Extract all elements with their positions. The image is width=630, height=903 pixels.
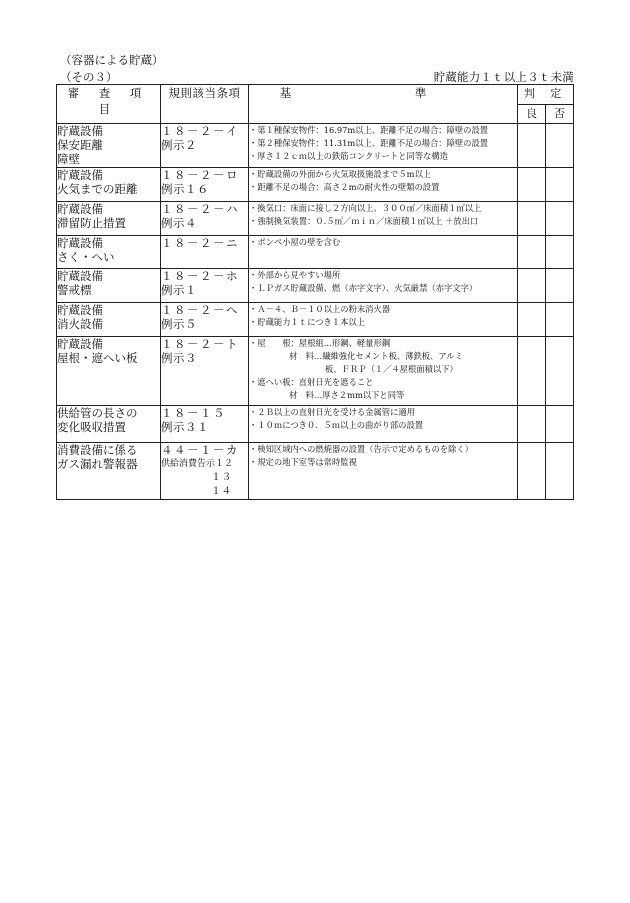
rule-cell: １８－２－ニ [161, 236, 249, 269]
basis-cell: ・ボンベ小屋の壁を含む [249, 236, 518, 269]
table-row [57, 443, 574, 500]
basis-cell: ・２Ｂ以上の直射日光を受ける金属管に適用 ・１０ｍにつき０．５ｍ以上の曲がり部の設置 [249, 406, 518, 443]
judge-ok-cell[interactable] [518, 337, 546, 406]
judge-ng-cell[interactable] [546, 202, 574, 236]
table-row [57, 202, 574, 236]
judge-ng-cell[interactable] [546, 303, 574, 337]
table-row [57, 269, 574, 303]
item-cell: 貯蔵設備 警戒標 [57, 269, 161, 303]
item-cell: 貯蔵設備 保安距離 障壁 [57, 124, 161, 168]
basis-cell: ・貯蔵設備の外面から火気取扱施設まで５m以上 ・距離不足の場合：高さ２mの耐火性の壁類の設置 [249, 168, 518, 202]
rule-cell: １８－２－ヘ 例示５ [161, 303, 249, 337]
basis-cell: ・外部から見やすい場所 ・ＬＰガス貯蔵設備、燃（赤字文字）、火気厳禁（赤字文字） [249, 269, 518, 303]
judge-ng-cell[interactable] [546, 337, 574, 406]
judge-ok-cell[interactable] [518, 124, 546, 168]
section-title: （容器による貯蔵） [60, 53, 164, 67]
header-item: 審 査 項 目 [57, 85, 161, 124]
section-subtitle: （その３） [60, 70, 118, 84]
judge-ok-cell[interactable] [518, 168, 546, 202]
item-cell: 貯蔵設備 屋根・遮へい板 [57, 337, 161, 406]
item-cell: 消費設備に係る ガス漏れ警報器 [57, 443, 161, 500]
rule-cell: １８－２－ト 例示３ [161, 337, 249, 406]
judge-ok-cell[interactable] [518, 443, 546, 500]
judge-ng-cell[interactable] [546, 124, 574, 168]
judge-ok-cell[interactable] [518, 202, 546, 236]
basis-cell: ・第１種保安物件：16.97m以上、距離不足の場合：障壁の設置 ・第２種保安物件：11.31m以上、距離不足の場合：障壁の設置 ・厚さ１２ｃｍ以上の鉄筋コンクリートと同等な構造 [249, 124, 518, 168]
basis-cell: ・換気口：床面に接し２方向以上、３００㎠／床面積１㎡以上 ・強制換気装置：０.５㎥／ｍｉｎ／床面積１㎡以上 ＋放出口 [249, 202, 518, 236]
judge-ok-cell[interactable] [518, 406, 546, 443]
item-cell: 供給管の長さの 変化吸収措置 [57, 406, 161, 443]
item-cell: 貯蔵設備 消火設備 [57, 303, 161, 337]
item-cell: 貯蔵設備 火気までの距離 [57, 168, 161, 202]
table-row [57, 337, 574, 406]
basis-cell: ・検知区域内への燃焼器の設置（告示で定めるものを除く） ・規定の地下室等は常時監視 [249, 443, 518, 500]
rule-cell: ４４－１－カ 供給消費告示１２ １３ １４ [161, 443, 249, 500]
header-rule: 規則該当条項 [161, 85, 249, 124]
table-row [57, 236, 574, 269]
rule-cell: １８－２－ハ 例示４ [161, 202, 249, 236]
basis-cell: ・屋 根：屋根組…形鋼、軽量形鋼 材 料…繊維強化セメント板、薄鉄板、アルミ 板、ＦＲＰ（１／４屋根面積以下） ・遮へい板：直射日光を遮ること 材 料…厚さ２mm以下と同等 [249, 337, 518, 406]
judge-ng-cell[interactable] [546, 443, 574, 500]
table-row [57, 303, 574, 337]
judge-ng-cell[interactable] [546, 168, 574, 202]
inspection-table [56, 84, 574, 500]
judge-ok-cell[interactable] [518, 236, 546, 269]
judge-ng-cell[interactable] [546, 406, 574, 443]
judge-ok-cell[interactable] [518, 303, 546, 337]
table-row [57, 168, 574, 202]
capacity-label: 貯蔵能力１ｔ以上３ｔ未満 [433, 70, 574, 84]
rule-cell: １８－２－ロ 例示１６ [161, 168, 249, 202]
rule-cell: １８－１５ 例示３１ [161, 406, 249, 443]
basis-cell: ・Ａ－４、Ｂ－１０以上の粉末消火器 ・貯蔵能力１ｔにつき１本以上 [249, 303, 518, 337]
judge-ng-cell[interactable] [546, 236, 574, 269]
header-ok: 良 [518, 104, 546, 124]
item-cell: 貯蔵設備 さく・へい [57, 236, 161, 269]
table-row [57, 124, 574, 168]
header-basis: 基 準 [249, 85, 518, 124]
rule-cell: １８－２－ホ 例示１ [161, 269, 249, 303]
judge-ng-cell[interactable] [546, 269, 574, 303]
item-cell: 貯蔵設備 滞留防止措置 [57, 202, 161, 236]
rule-cell: １８－２－イ 例示２ [161, 124, 249, 168]
judge-ok-cell[interactable] [518, 269, 546, 303]
header-judge: 判 定 [518, 85, 574, 105]
header-ng: 否 [546, 104, 574, 124]
table-row [57, 406, 574, 443]
